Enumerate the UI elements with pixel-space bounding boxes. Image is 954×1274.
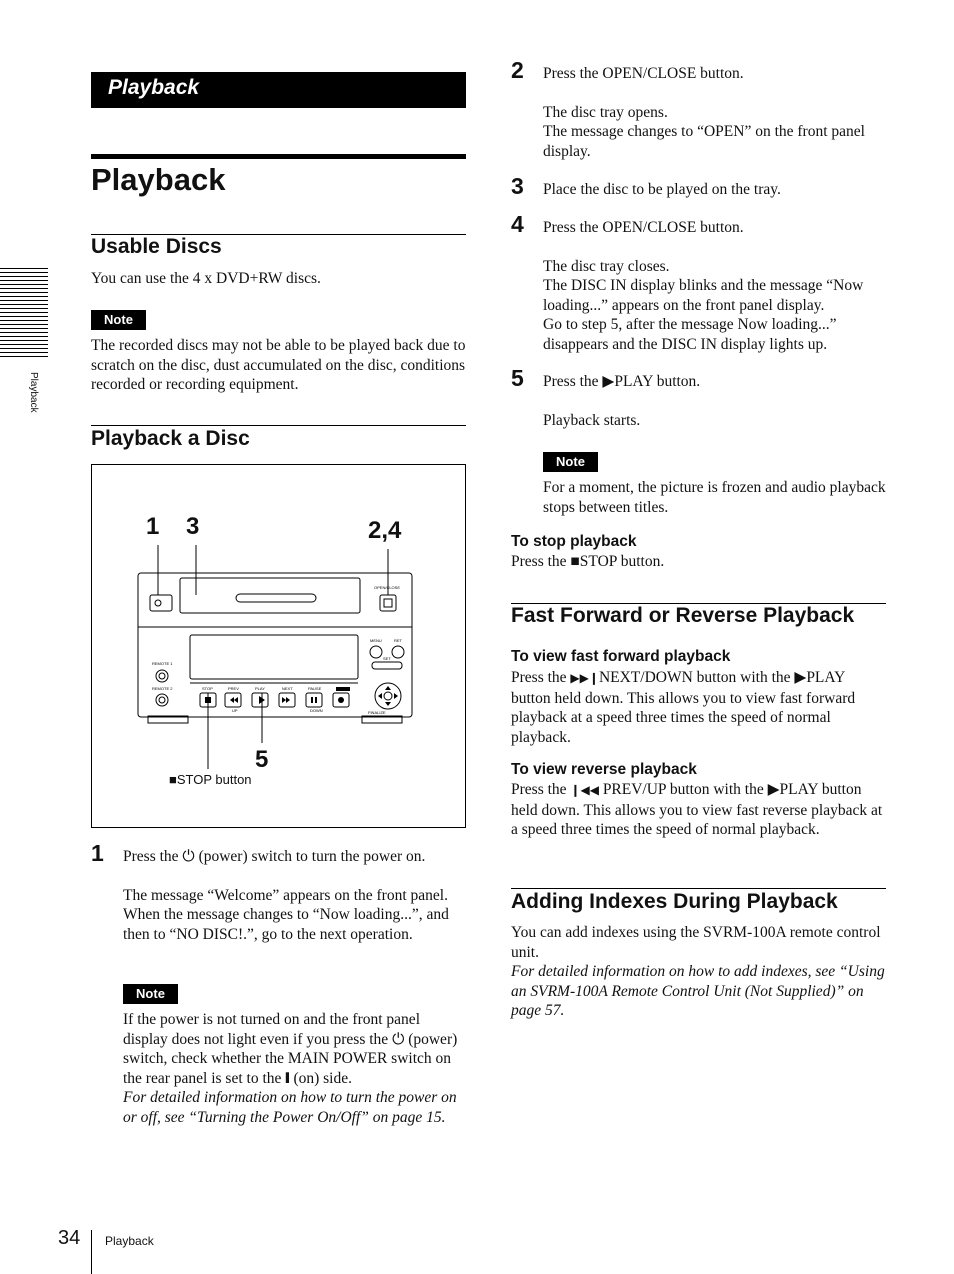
note-badge: Note: [543, 452, 598, 472]
step-1-note: If the power is not turned on and the front panel display does not light even if you press the ⏻ (power) switch, check whether the MAIN POWER switch on the rear panel is set to the ❙ (on) side. For detailed information on how to turn the power on or off, see “Turning the Power On/Off” on page 15.: [123, 1011, 458, 1126]
play-icon: ▶: [767, 781, 780, 798]
stop-playback-text: Press the ■STOP button.: [511, 553, 665, 570]
label-set: SET: [383, 656, 391, 661]
fast-forward-heading: Fast Forward or Reverse Playback: [511, 604, 855, 627]
step-3: Place the disc to be played on the tray.: [543, 181, 781, 198]
step-number: 1: [91, 840, 104, 866]
note-badge: Note: [123, 984, 178, 1004]
label-ret: RET: [394, 638, 402, 643]
step-number: 4: [511, 211, 524, 237]
power-icon: ⏻: [392, 1030, 405, 1048]
label-pause: PAUSE: [308, 686, 322, 691]
section-rule: [511, 888, 886, 889]
step-5-note: For a moment, the picture is frozen and audio playback stops between titles.: [543, 479, 886, 516]
stop-square-icon: ■: [169, 772, 177, 787]
label-down: DOWN: [310, 708, 323, 713]
section-banner: [91, 72, 466, 108]
label-open-close: OPEN/CLOSE: [374, 585, 401, 590]
callout-2-4: 2,4: [368, 517, 402, 544]
play-icon: ▶: [602, 373, 615, 390]
prev-icon: ❙◀◀: [570, 783, 599, 797]
rev-subheading: To view reverse playback: [511, 761, 697, 778]
label-stop: STOP: [202, 686, 213, 691]
step-number: 3: [511, 173, 524, 199]
step-5: Press the ▶PLAY button. Playback starts.: [543, 373, 701, 429]
label-remote1: REMOTE 1: [152, 661, 173, 666]
label-menu: MENU: [370, 638, 382, 643]
footer-label: Playback: [105, 1234, 154, 1248]
label-next: NEXT: [282, 686, 293, 691]
note-badge: Note: [91, 310, 146, 330]
callout-1: 1: [146, 513, 160, 540]
chapter-tab-label: Playback: [28, 372, 39, 413]
section-rule: [91, 425, 466, 426]
rev-text: Press the ❙◀◀ PREV/UP button with the ▶PLAY button held down. This allows you to view fast reverse playback at a speed three times the speed of normal playback.: [511, 781, 883, 838]
stop-square-icon: ■: [570, 553, 580, 570]
usable-discs-text: You can use the 4 x DVD+RW discs.: [91, 270, 321, 287]
label-play: PLAY: [255, 686, 265, 691]
label-prev: PREV: [228, 686, 239, 691]
on-bar-icon: ❙: [285, 1069, 290, 1087]
footer-divider: [91, 1230, 92, 1274]
indexes-heading: Adding Indexes During Playback: [511, 890, 838, 913]
step-number: 2: [511, 57, 524, 83]
label-finalize: FINALIZE: [368, 710, 386, 715]
stop-button-caption: ■STOP button: [169, 772, 252, 787]
stop-playback-heading: To stop playback: [511, 533, 637, 550]
device-drawing: [92, 465, 465, 827]
label-up: UP: [232, 708, 238, 713]
step-1: Press the ⏻ (power) switch to turn the power on. The message “Welcome” appears on the front panel. When the message changes to “Now loading...”, and then to “NO DISC!.”, go to the next operation.: [123, 848, 449, 943]
label-rec: REC: [338, 686, 347, 691]
front-panel-figure: [91, 464, 466, 828]
indexes-text: You can add indexes using the SVRM-100A remote control unit. For detailed information on how to add indexes, see “Using an SVRM-100A Remote Control Unit (Not Supplied)” on page 57.: [511, 924, 885, 1019]
playback-disc-heading: Playback a Disc: [91, 427, 250, 450]
step-number: 5: [511, 365, 524, 391]
ff-text: Press the ▶▶❙NEXT/DOWN button with the ▶PLAY button held down. This allows you to view fast forward playback at a speed three times the speed of normal playback.: [511, 669, 856, 746]
step-4: Press the OPEN/CLOSE button. The disc tray closes. The DISC IN display blinks and the message “Now loading...” appears on the front panel display. Go to step 5, after the message Now loading...” disappears and the DISC IN display lights up.: [543, 219, 864, 353]
title-rule: [91, 154, 466, 159]
callout-3: 3: [186, 513, 200, 540]
callout-5: 5: [255, 746, 269, 773]
label-remote2: REMOTE 2: [152, 686, 173, 691]
section-banner-text: Playback: [108, 76, 200, 99]
page-title: Playback: [91, 162, 226, 197]
usable-discs-heading: Usable Discs: [91, 235, 222, 258]
chapter-tab: [0, 268, 48, 360]
power-icon: ⏻: [182, 848, 195, 865]
usable-discs-note: The recorded discs may not be able to be played back due to scratch on the disc, dust accumulated on the disc, conditions recorded or recording equipment.: [91, 337, 466, 393]
ff-subheading: To view fast forward playback: [511, 648, 731, 665]
play-icon: ▶: [794, 669, 807, 686]
step-2: Press the OPEN/CLOSE button. The disc tray opens. The message changes to “OPEN” on the front panel display.: [543, 65, 865, 160]
next-icon: ▶▶❙: [570, 671, 599, 685]
page-number: 34: [58, 1227, 81, 1249]
